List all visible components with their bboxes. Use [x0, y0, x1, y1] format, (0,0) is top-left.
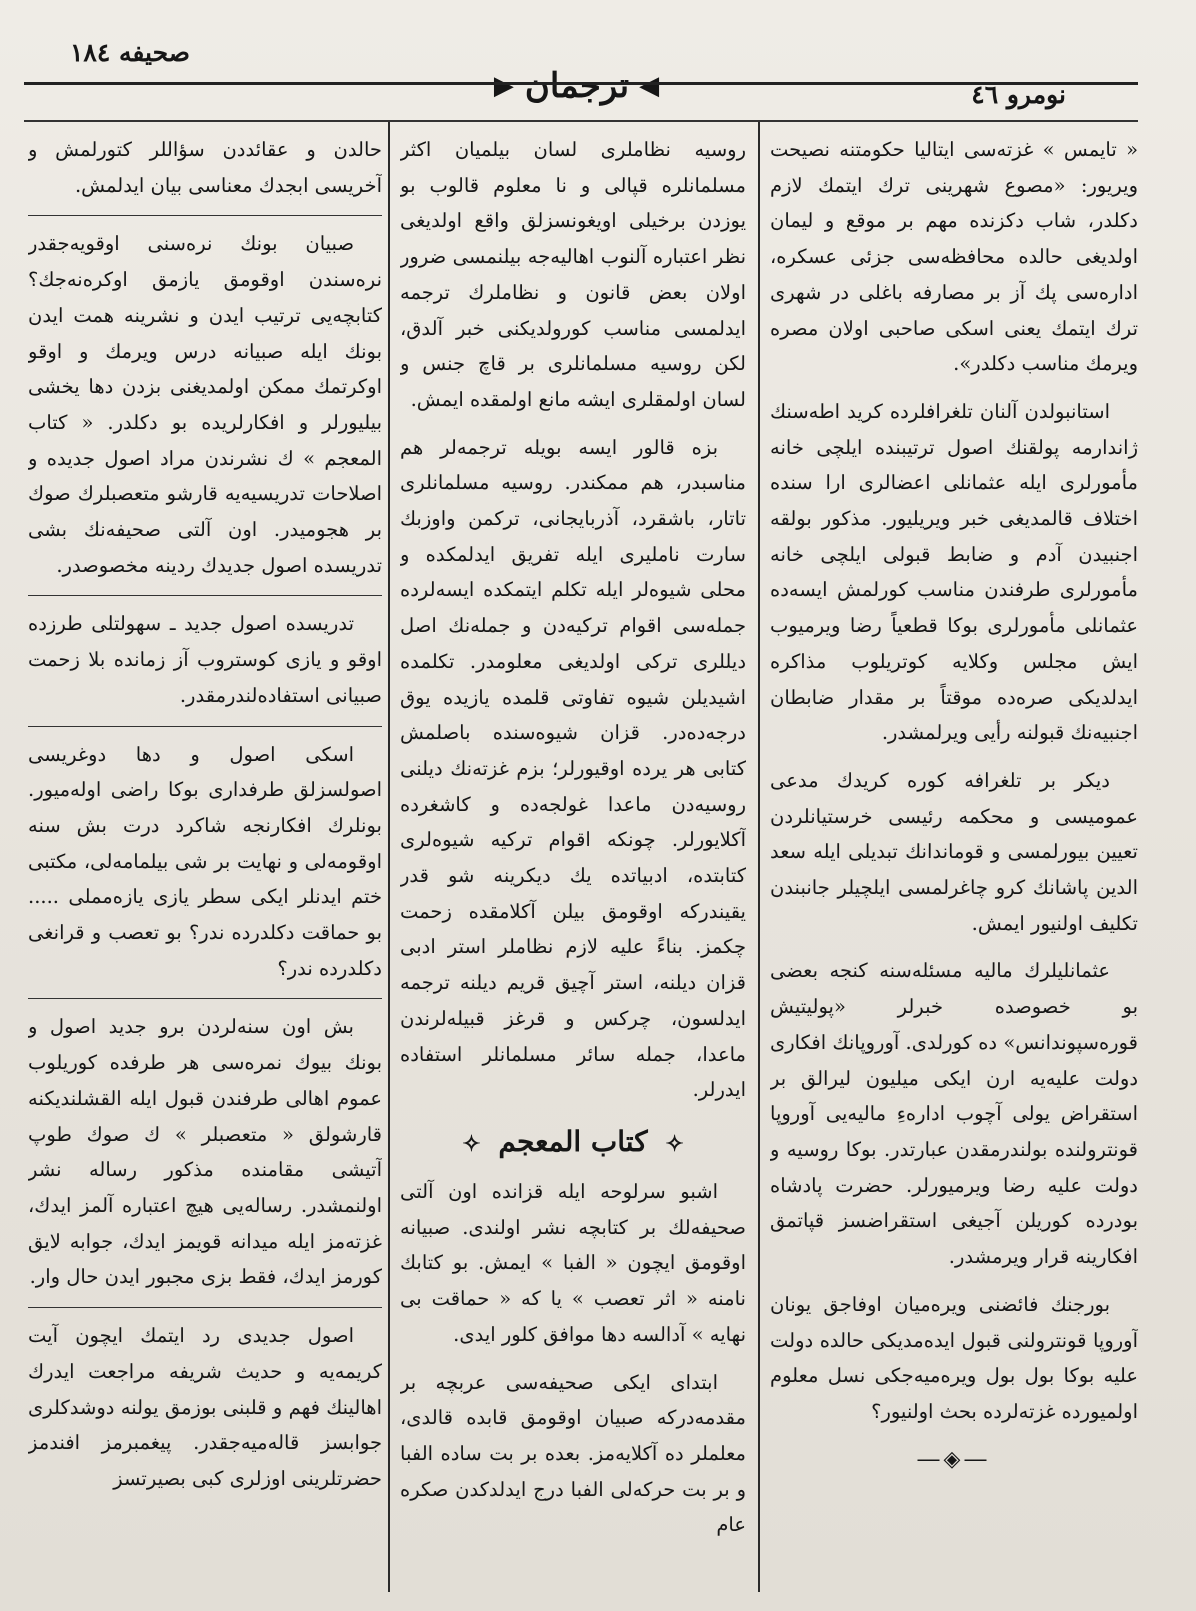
column-left: [28, 132, 382, 1592]
column-middle: [400, 132, 746, 1592]
paragraph-divider: [28, 595, 382, 596]
article-paragraph: صبيان بونك نره‌سنی اوقويه‌جقدر نره‌سندن اوقومق يازمق اوكره‌نه‌جك؟ كتابچه‌يی ترتيب ايدن و نشرينه همت ايدن بونك ايله صبيانه درس ويرمك و اوقو اوكرتمك ممكن اولمديغنی بزدن دها يخشی بيليورلر و افكارلريده بو دكلدر. « كتاب المعجم » ك نشرندن مراد اصول جديده و اصلاحات تدريسيه‌يه قارشو متعصبلرك صوك بر هجوميدر. اون آلتی صحيفه‌نك بشی تدريسده اصول جديدك ردينه مخصوصدر.: [28, 232, 382, 577]
article-paragraph: بش اون سنه‌لردن برو جديد اصول و بونك بيوك نمره‌سی هر طرفده كوريلوب عموم اهالی طرفندن قبول ايله القشلنديكنه قارشولق « متعصبلر » ك صوك طوپ آتيشی مقامنده مذكور رساله نشر اولنمشدر. رساله‌يی هيچ اعتباره آلمز ايدك، غزته‌مز ايله ميدانه قويمز ايدك، جوابه لايق كورمز ايدك، فقط بزی مجبور ايدن حال وار.: [28, 1015, 382, 1289]
newspaper-title: [494, 66, 660, 106]
paragraph-divider: [28, 1307, 382, 1308]
column-divider: [388, 122, 390, 1592]
article-paragraph: اسكی اصول و دها دوغريسی اصولسزلق طرفداری بوكا راضی اوله‌ميور. بونلرك افكارنجه شاكرد درت بش سنه اوقومه‌لی و نهايت بر شی بيلمامه‌لی، مكتبی ختم ايدنلر ايكی سطر يازی يازه‌مملی ..... بو حماقت دكلدرده ندر؟ بو تعصب و قرانغی دكلدرده ندر؟: [28, 742, 382, 980]
article-paragraph: روسيه نظاملری لسان بيلميان اكثر مسلمانلره قپالی و نا معلوم قالوب بو يوزدن برخيلی اويغونسزلق واقع اولديغی نظر اعتباره آلنوب اهاليه‌جه بيلنمسی ضرور اولان بعض قانون و نظاملرك ترجمه ايدلمسی مناسب كورولديكنی خبر آلدق، لكن روسيه مسلمانلری بر قاچ جنس و لسان اولمقلری ايشه مانع اولمقده ايمش.: [400, 138, 746, 411]
paragraph-divider: [28, 215, 382, 216]
article-paragraph: اشبو سرلوحه ايله قزانده اون آلتی صحيفه‌لك بر كتابچه نشر اولندی. صبيانه اوقومق ايچون « الفبا » ايمش. بو كتابك نامنه « اثر تعصب » يا كه « حماقت بی نهايه » آدالسه دها موافق كلور ايدی.: [400, 1179, 746, 1346]
article-paragraph: بزه قالور ايسه بويله ترجمه‌لر هم مناسبدر، هم ممكندر. روسيه مسلمانلری تاتار، باشقرد، آذربايجانی، تركمن واوزبك سارت نامليری ايله تفريق ايدلمكده و محلی شيوه‌لر ايله تكلم ايتمكده ايسه‌لرده جمله‌سی اقوام تركيه‌دن و جمله‌نك اصل ديللری تركی اولدیغی معلومدر. تكلمده اشيدیلن شيوه تفاوتی قلمده يازيده يوق درجه‌ده‌در. قزان شيوه‌سنده باصلمش كتابی هر يرده اوقيورلر؛ بزم غزته‌نك ديلنی روسيه‌دن ماعدا غولجه‌ده و كاشغرده آكلايورلر. چونكه اقوام تركيه شيوه‌لری كتابتده، ادبياتده يك ديكرينه شو قدر يقيندركه اوقومق بيلن آكلامقده زحمت چكمز. بناءً عليه لازم نظاملر استر ادبی قزان ديلنه، استر آچيق قريم ديلنه ترجمه ايدلسون، چركس و قرغز قبيله‌لرندن ماعدا، جمله سائر مسلمانلر استفاده ايدرلر.: [400, 435, 746, 1102]
left-ornament-icon: ◀: [639, 71, 661, 101]
article-paragraph: ديكر بر تلغرافه كوره كريدك مدعی عموميسی و محكمه رئيسی خرستيانلردن تعيين بيورلمسی و قوماندانك تبديلی ايله سعد الدين پاشانك كرو چاغرلمسی ايلچيلر جانبندن تكليف اولنيور ايمش.: [770, 768, 1138, 935]
issue-number: نومرو ٤٦: [971, 80, 1066, 109]
article-paragraph: ابتدای ايكی صحيفه‌سی عربچه بر مقدمه‌دركه صبيان اوقومق قابده قالدی، معلملر ده آكلايه‌مز. بعده بر بت ساده الفبا و بر بت حركه‌لی الفبا درج ايدلدكدن صكره عام: [400, 1370, 746, 1537]
end-ornament-icon: ―◈―: [917, 1446, 991, 1472]
article-paragraph: اصول جديدی رد ايتمك ايچون آيت كريمه‌يه و حديث شريفه مراجعت ايدرك اهالينك فهم و قلبنی بوزمق يولنه دوشدكلری جوابسز قاله‌ميه‌جقدر. پيغمبرمز افندمز حضرتلرينی اوزلری كبی بصيرتسز: [28, 1324, 382, 1490]
right-ornament-icon: ▶: [493, 71, 515, 101]
article-paragraph: بورجنك فائضنی ويره‌ميان اوفاجق يونان آوروپا قونترولنی قبول ايده‌مديكی حالده دولت عليه بوكا بول بول ويره‌ميه‌جكی نسل معلوم اولميورده غزته‌لرده بحث اولنيور؟: [770, 1292, 1138, 1423]
article-paragraph: استانبولدن آلنان تلغرافلرده كريد اطه‌سنك ژاندارمه پولقنك اصول ترتيبنده ايلچی خانه مأمورلری ايله عثمانلی اعضالری ارا سنده اختلاف قالمديغی خبر ويريليور. مذكور بولقه اجنبيدن آدم و ضابط قبولی ايلچی خانه مأمورلری طرفندن مناسب كورلمش ايسه‌ده عثمانلی مأمورلری بوكا قطعياً رضا ويرميوب ايش مجلس وكلايه كوتريلوب مذاكره ايدلديكی صره‌ده موقتاً بر مقدار ضابطان اجنبيه‌نك قبولنه رأيی ويرلمشدر.: [770, 399, 1138, 745]
page-number: صحيفه ١٨٤: [70, 38, 190, 67]
masthead: [18, 28, 1136, 118]
header-rule-lower: [24, 120, 1138, 122]
paragraph-divider: [28, 998, 382, 999]
column-right: [770, 132, 1138, 1592]
article-paragraph: تدريسده اصول جديد ـ سهولتلی طرزده اوقو و يازی كوستروب آز زمانده بلا زحمت صبيانی استفاده‌لندرمقدر.: [28, 612, 382, 707]
newspaper-title-text: ترجمان: [524, 66, 630, 106]
header-rule: [24, 82, 1138, 85]
heading-ornament-icon: ✧: [462, 1130, 481, 1157]
article-paragraph: حالدن و عقائددن سؤاللر كتورلمش و آخريسی ابجدك معناسی بيان ايدلمش.: [28, 138, 382, 197]
article-paragraph: عثمانليلرك ماليه مسئله‌سنه كنجه بعضی بو خصوصده خبرلر «پوليتيش قوره‌سپوندانس» ده كورلدی. آوروپانك افكاری دولت عليه‌يه ارن ايكی ميليون ليرالق بر استقراض يولی آچوب اداره‌ءِ ماليه‌يی آوروپا قونترولنده بولندرمقدن عبارتدر. بوكا روسيه و دولت عليه رضا ويرميورلر. حضرت پادشاه بودرده كوريلن آجيغی استقراضسز قپاتمق افكارينه قرار ويرمشدر.: [770, 959, 1138, 1269]
paragraph-divider: [28, 726, 382, 727]
column-divider: [758, 122, 760, 1592]
section-heading: [400, 1122, 746, 1164]
section-heading-text: كتاب المعجم: [498, 1124, 648, 1158]
article-paragraph: « تايمس » غزته‌سی ايتاليا حکومتنه نصيحت ويريور: «مصوع شهرينی ترك ايتمك لازم دكلدر، شاب دكزنده مهم بر موقع و ليمان اولديغی حالده محافظه‌سی جزئی عسكره، اداره‌سی پك آز بر مصارفه باغلی در شهری ترك ايتمك يعنی اسكی صاحبی اولان مصره ويرمك مناسب دكلدر».: [770, 138, 1138, 376]
heading-ornament-icon: ✧: [665, 1130, 684, 1157]
